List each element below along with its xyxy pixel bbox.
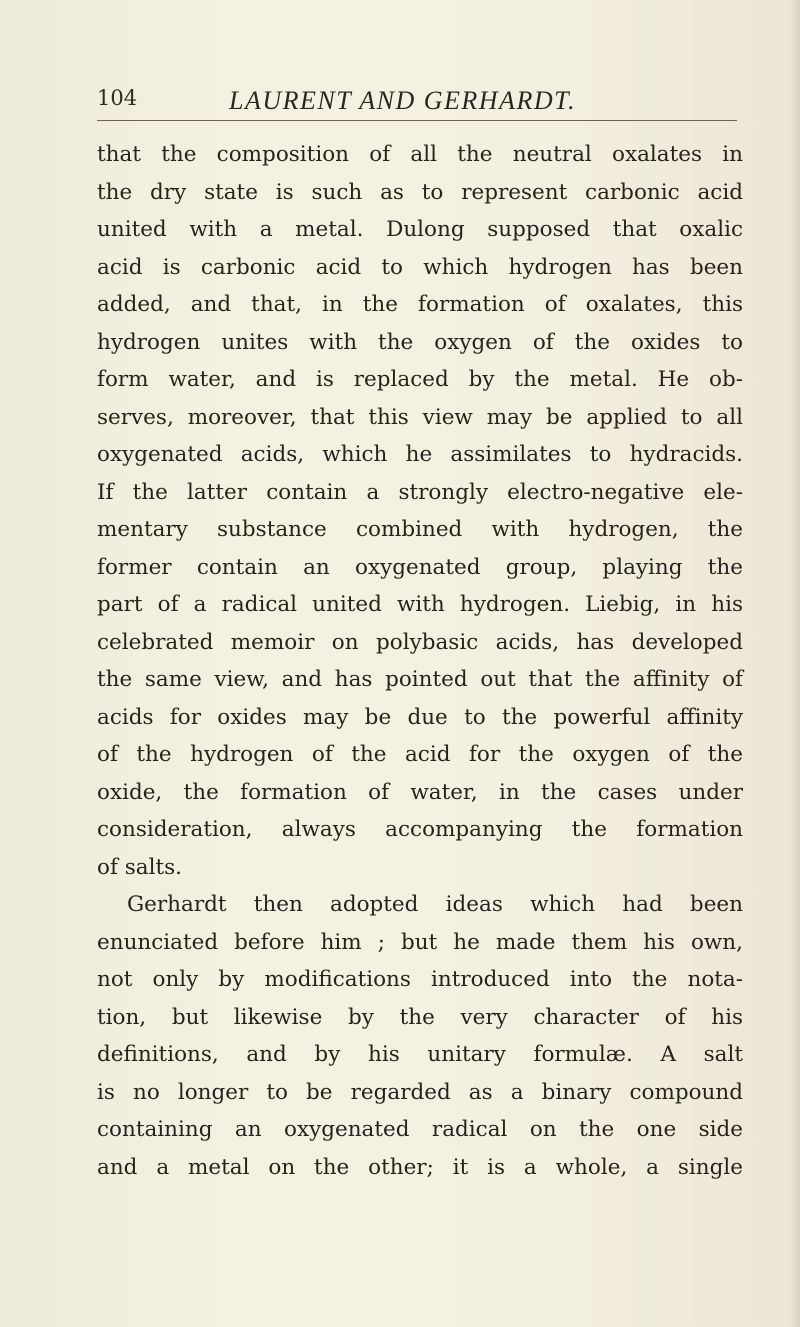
text-line: united with a metal. Dulong supposed that oxalic	[97, 217, 743, 242]
page-number: 104	[97, 86, 138, 110]
text-line: tion, but likewise by the very character of his	[97, 1004, 743, 1030]
text-line: definitions, and by his unitary formulæ. A salt	[97, 1042, 743, 1067]
text-line: former contain an oxygenated group, playing the	[97, 554, 743, 580]
running-head: LAURENT AND GERHARDT.	[229, 86, 577, 115]
text-line: form water, and is replaced by the metal. He ob-	[97, 367, 743, 392]
text-line: oxygenated acids, which he assimilates to hydracids.	[97, 442, 743, 467]
text-line: acids for oxides may be due to the powerful affinity	[97, 704, 743, 730]
text-line: part of a radical united with hydrogen. Liebig, in his	[97, 592, 743, 617]
text-line: Gerhardt then adopted ideas which had been	[127, 892, 743, 917]
text-line: serves, moreover, that this view may be applied to all	[97, 404, 743, 430]
text-line: of the hydrogen of the acid for the oxygen of the	[97, 742, 743, 767]
text-line: added, and that, in the formation of oxalates, this	[97, 292, 743, 317]
text-line: celebrated memoir on polybasic acids, has developed	[97, 629, 743, 655]
text-line: acid is carbonic acid to which hydrogen has been	[97, 254, 743, 280]
header-rule	[97, 120, 737, 121]
text-line: the dry state is such as to represent carbonic acid	[97, 179, 743, 205]
body-text	[97, 136, 743, 1186]
page-edge-shadow	[790, 0, 800, 1327]
text-line: mentary substance combined with hydrogen, the	[97, 517, 743, 542]
text-line: not only by modifications introduced into the nota-	[97, 967, 743, 992]
text-line: enunciated before him ; but he made them his own,	[97, 929, 743, 955]
text-line: of salts.	[97, 854, 182, 880]
text-line: If the latter contain a strongly electro-negative ele-	[97, 479, 743, 505]
text-line: oxide, the formation of water, in the cases under	[97, 779, 743, 805]
text-line: the same view, and has pointed out that the affinity of	[97, 667, 743, 692]
text-line: containing an oxygenated radical on the one side	[97, 1117, 743, 1142]
text-line: consideration, always accompanying the formation	[97, 817, 743, 842]
text-line: that the composition of all the neutral oxalates in	[97, 142, 743, 167]
text-line: is no longer to be regarded as a binary compound	[97, 1079, 743, 1105]
text-line: and a metal on the other; it is a whole, a single	[97, 1154, 743, 1180]
text-line: hydrogen unites with the oxygen of the oxides to	[97, 329, 743, 355]
